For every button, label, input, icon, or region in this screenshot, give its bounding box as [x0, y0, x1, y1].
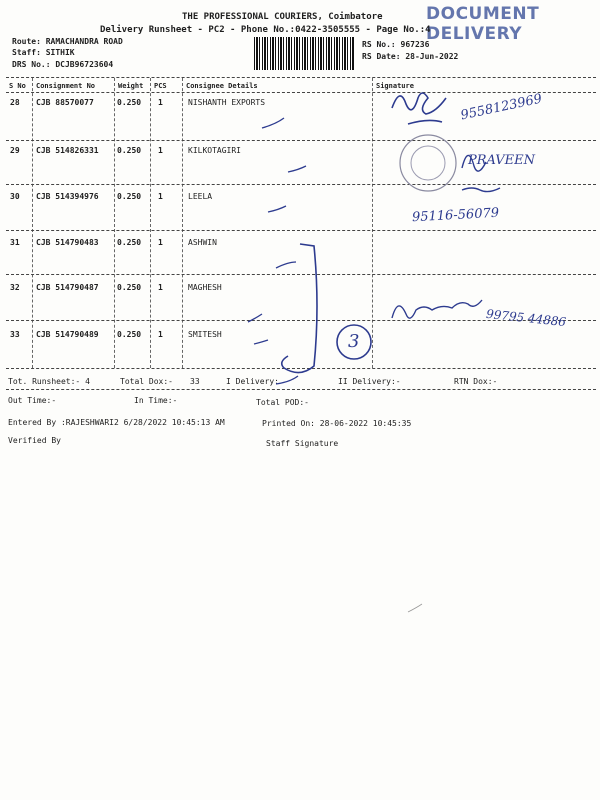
- row-consignment: CJB 514826331: [36, 146, 99, 155]
- printed-on: Printed On: 28-06-2022 10:45:35: [262, 419, 412, 428]
- rs-date: RS Date: 28-Jun-2022: [362, 52, 459, 61]
- col-header-signature: Signature: [376, 82, 414, 90]
- staff-signature-label: Staff Signature: [266, 439, 339, 448]
- row-sno: 30: [10, 192, 20, 201]
- document-delivery-stamp: DOCUMENT DELIVERY: [426, 4, 540, 44]
- row-consignment: CJB 514394976: [36, 192, 99, 201]
- signature-mark: [392, 300, 482, 318]
- rtn-dox: RTN Dox:-: [454, 377, 498, 386]
- total-dox-value: 33: [190, 377, 200, 386]
- row-consignee: LEELA: [188, 192, 213, 201]
- row-consignee: NISHANTH EXPORTS: [188, 98, 266, 107]
- seal-stamp: [400, 135, 456, 191]
- total-pod: Total POD:-: [256, 398, 309, 407]
- col-header-consignee: Consignee Details: [186, 82, 258, 90]
- row-weight: 0.250: [117, 192, 142, 201]
- verified-by: Verified By: [8, 436, 61, 445]
- row-sno: 31: [10, 238, 20, 247]
- row-consignment: CJB 514790487: [36, 283, 99, 292]
- row-weight: 0.250: [117, 330, 142, 339]
- handwritten-name-2: PRAVEEN: [468, 153, 536, 168]
- row-consignee: SMITESH: [188, 330, 222, 339]
- row-weight: 0.250: [117, 238, 142, 247]
- i-delivery: I Delivery:: [226, 377, 279, 386]
- row-weight: 0.250: [117, 146, 142, 155]
- seal-stamp-inner: [411, 146, 445, 180]
- total-dox-label: Total Dox:-: [120, 377, 173, 386]
- row-consignee: MAGHESH: [188, 283, 222, 292]
- col-header-sno: S No: [9, 82, 26, 90]
- row-weight: 0.250: [117, 98, 142, 107]
- handwritten-phone-3: 99795 44886: [485, 306, 567, 330]
- row-weight: 0.250: [117, 283, 142, 292]
- tick-mark: [254, 340, 268, 344]
- runsheet-title: Delivery Runsheet - PC2 - Phone No.:0422-3505555 - Page No.:4: [100, 25, 431, 35]
- row-sno: 29: [10, 146, 20, 155]
- col-header-weight: Weight: [118, 82, 144, 90]
- stray-mark: [408, 604, 422, 612]
- row-pcs: 1: [158, 330, 163, 339]
- company-name: THE PROFESSIONAL COURIERS, Coimbatore: [182, 12, 383, 22]
- tick-mark: [268, 206, 286, 212]
- rs-number: RS No.: 967236: [362, 40, 430, 49]
- drs-number: DRS No.: DCJB96723604: [12, 60, 114, 69]
- arrow-mark: [276, 376, 298, 384]
- row-sno: 33: [10, 330, 20, 339]
- row-pcs: 1: [158, 98, 163, 107]
- row-sno: 32: [10, 283, 20, 292]
- circle-mark: [337, 325, 371, 359]
- row-pcs: 1: [158, 192, 163, 201]
- tick-mark: [248, 314, 262, 322]
- ii-delivery: II Delivery:-: [338, 377, 401, 386]
- staff-label: Staff: SITHIK: [12, 48, 75, 57]
- row-pcs: 1: [158, 238, 163, 247]
- col-header-pcs: PCS: [154, 82, 167, 90]
- row-consignee: ASHWIN: [188, 238, 217, 247]
- col-header-consignment: Consignment No: [36, 82, 96, 90]
- tot-runsheet: Tot. Runsheet:- 4: [8, 377, 90, 386]
- entered-by: Entered By :RAJESHWARI2 6/28/2022 10:45:13 AM: [8, 418, 225, 427]
- tick-mark: [288, 166, 306, 172]
- row-consignment: CJB 514790489: [36, 330, 99, 339]
- row-consignee: KILKOTAGIRI: [188, 146, 241, 155]
- signature-mark: [462, 155, 500, 191]
- row-consignment: CJB 514790483: [36, 238, 99, 247]
- handwritten-phone-1: 9558123969: [459, 91, 544, 124]
- in-time: In Time:-: [134, 396, 178, 405]
- signature-mark: [392, 93, 446, 124]
- row-sno: 28: [10, 98, 20, 107]
- row-pcs: 1: [158, 283, 163, 292]
- handwritten-phone-2: 95116-56079: [411, 205, 500, 226]
- handwritten-circled-number: 3: [348, 331, 360, 352]
- row-pcs: 1: [158, 146, 163, 155]
- tick-mark: [262, 118, 284, 128]
- out-time: Out Time:-: [8, 396, 57, 405]
- row-consignment: CJB 88570077: [36, 98, 94, 107]
- tick-mark: [276, 262, 296, 268]
- route-label: Route: RAMACHANDRA ROAD: [12, 37, 123, 46]
